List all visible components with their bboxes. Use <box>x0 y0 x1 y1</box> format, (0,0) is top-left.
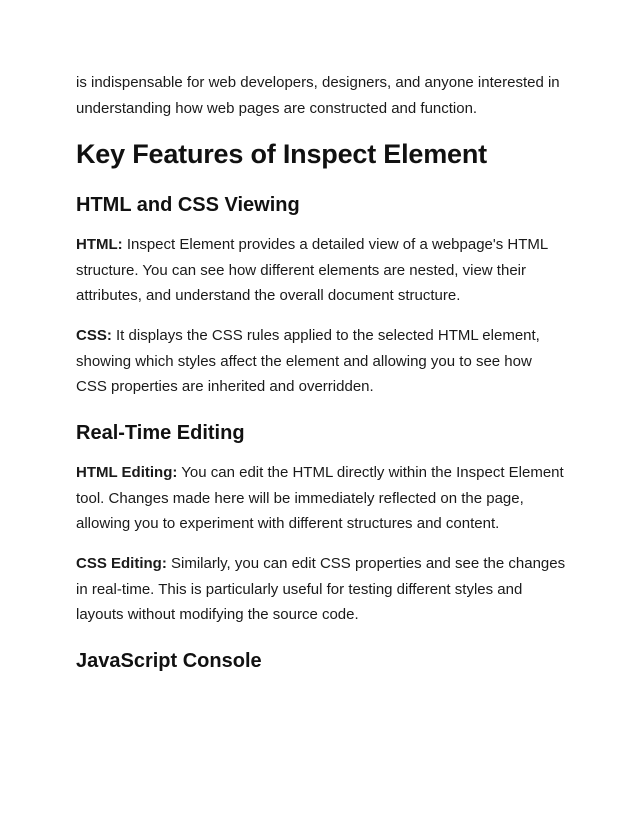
section-heading-javascript-console: JavaScript Console <box>76 650 262 672</box>
paragraph-html <box>76 232 566 309</box>
paragraph-text: You can edit the HTML directly within the Inspect Element tool. Changes made here will be immediately reflected on the page, allowing you to experiment with different structures and content. <box>76 464 564 532</box>
paragraph-lead: CSS Editing: <box>76 555 167 572</box>
paragraph-css <box>76 323 566 400</box>
paragraph-html-editing <box>76 460 566 537</box>
section-heading-html-css-viewing: HTML and CSS Viewing <box>76 194 300 216</box>
intro-paragraph: is indispensable for web developers, designers, and anyone interested in understanding how web pages are constructed and function. <box>76 74 560 117</box>
paragraph-css-editing <box>76 551 566 628</box>
paragraph-lead: HTML: <box>76 236 123 253</box>
paragraph-text: It displays the CSS rules applied to the selected HTML element, showing which styles affect the element and allowing you to see how CSS properties are inherited and overridden. <box>76 327 540 395</box>
section-heading-real-time-editing: Real-Time Editing <box>76 422 245 444</box>
paragraph-lead: HTML Editing: <box>76 464 178 481</box>
paragraph-text: Similarly, you can edit CSS properties and see the changes in real-time. This is particularly useful for testing different styles and layouts without modifying the source code. <box>76 555 566 623</box>
page-title: Key Features of Inspect Element <box>76 139 487 169</box>
paragraph-text: Inspect Element provides a detailed view of a webpage's HTML structure. You can see how different elements are nested, view their attributes, and understand the overall document structure. <box>76 236 548 304</box>
paragraph-lead: CSS: <box>76 327 112 344</box>
